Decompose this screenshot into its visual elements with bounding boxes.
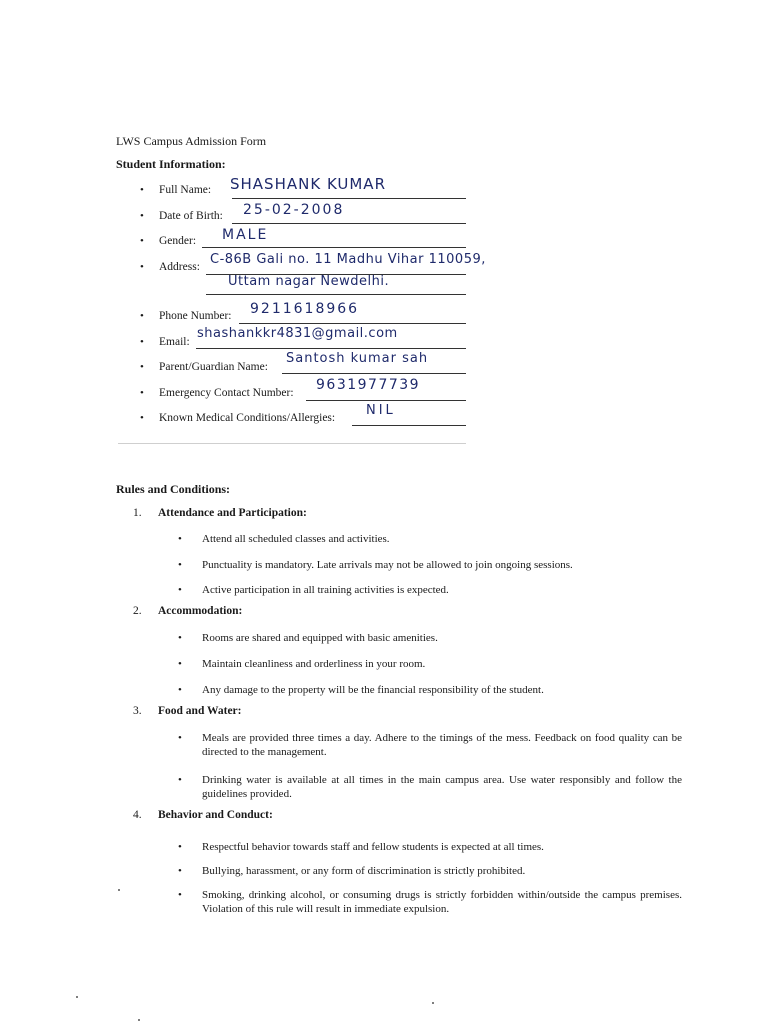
- bullet: •: [140, 184, 144, 196]
- bullet: •: [140, 361, 144, 373]
- rule-section-number: 4.: [133, 809, 142, 821]
- field-label: Address:: [159, 261, 200, 273]
- field-label: Gender:: [159, 235, 197, 247]
- field-underline: [206, 294, 466, 295]
- field-medical-conditions: [140, 403, 480, 430]
- rule-text: Drinking water is available at all times in the main campus area. Use water responsibly and follow the guidelines provided.: [202, 774, 682, 800]
- scan-speck: [138, 1019, 140, 1021]
- bullet: •: [178, 684, 182, 696]
- rule-section-number: 2.: [133, 605, 142, 617]
- field-underline: [202, 247, 466, 248]
- handwritten-value: C-86B Gali no. 11 Madhu Vihar 110059,: [210, 252, 486, 267]
- field-label: Full Name:: [159, 184, 212, 196]
- bullet: •: [140, 387, 144, 399]
- scan-speck: [76, 996, 78, 998]
- rules-heading: Rules and Conditions:: [116, 482, 231, 496]
- handwritten-value: 25-02-2008: [243, 202, 345, 218]
- bullet: •: [178, 732, 182, 744]
- handwritten-value: 9631977739: [316, 377, 421, 393]
- bullet: •: [178, 533, 182, 545]
- field-underline: [239, 323, 466, 324]
- rule-text: Maintain cleanliness and orderliness in your room.: [202, 658, 426, 670]
- scan-speck: [432, 1002, 434, 1004]
- field-gender: [140, 227, 480, 253]
- rule-section-title: Accommodation:: [158, 605, 243, 617]
- bullet: •: [140, 210, 144, 222]
- field-full-name: [140, 175, 480, 202]
- rule-text: Any damage to the property will be the financial responsibility of the student.: [202, 684, 544, 696]
- field-label: Known Medical Conditions/Allergies:: [159, 412, 336, 424]
- rule-section-number: 1.: [133, 507, 142, 519]
- handwritten-value-line2: Uttam nagar Newdelhi.: [228, 274, 390, 289]
- handwritten-value: 9211618966: [250, 301, 360, 317]
- rule-text: Active participation in all training activities is expected.: [202, 584, 449, 596]
- field-label: Date of Birth:: [159, 210, 223, 222]
- field-underline: [282, 373, 466, 374]
- bullet: •: [178, 559, 182, 571]
- field-label: Emergency Contact Number:: [159, 387, 294, 399]
- rule-text: Bullying, harassment, or any form of discrimination is strictly prohibited.: [202, 865, 526, 877]
- field-underline: [352, 425, 466, 426]
- field-underline: [232, 223, 466, 224]
- field-phone-number: [140, 301, 480, 328]
- field-label: Parent/Guardian Name:: [159, 361, 268, 373]
- bullet: •: [178, 865, 182, 877]
- bullet: •: [178, 841, 182, 853]
- handwritten-value: Santosh kumar sah: [286, 351, 429, 366]
- scan-speck: [118, 889, 120, 891]
- handwritten-value: SHASHANK KUMAR: [230, 175, 386, 193]
- section-divider: [118, 443, 466, 444]
- bullet: •: [178, 774, 182, 786]
- rule-text: Attend all scheduled classes and activities.: [202, 533, 390, 545]
- field-parent-guardian-name: [140, 351, 480, 379]
- field-emergency-contact-number: [140, 377, 480, 405]
- rule-text: Smoking, drinking alcohol, or consuming drugs is strictly forbidden within/outside the campus premises. Violation of this rule will result in immediate expulsion.: [202, 889, 682, 915]
- student-information-heading: Student Information:: [116, 157, 226, 171]
- rule-section-title: Behavior and Conduct:: [158, 809, 273, 821]
- rule-text: Rooms are shared and equipped with basic amenities.: [202, 632, 438, 644]
- bullet: •: [140, 310, 144, 322]
- bullet: •: [140, 412, 144, 424]
- rule-section-title: Food and Water:: [158, 705, 242, 717]
- handwritten-value: shashankkr4831@gmail.com: [197, 326, 398, 341]
- field-address: [140, 252, 486, 297]
- rule-text: Meals are provided three times a day. Adhere to the timings of the mess. Feedback on food quality can be directed to the management.: [202, 732, 682, 758]
- field-date-of-birth: [140, 202, 480, 228]
- field-underline: [306, 400, 466, 401]
- bullet: •: [178, 658, 182, 670]
- bullet: •: [140, 261, 144, 273]
- field-label: Phone Number:: [159, 310, 232, 322]
- rule-text: Respectful behavior towards staff and fellow students is expected at all times.: [202, 841, 544, 853]
- bullet: •: [178, 584, 182, 596]
- rule-text: Punctuality is mandatory. Late arrivals may not be allowed to join ongoing sessions.: [202, 559, 573, 571]
- field-label: Email:: [159, 336, 190, 348]
- bullet: •: [140, 235, 144, 247]
- field-underline: [196, 348, 466, 349]
- rule-section-number: 3.: [133, 705, 142, 717]
- bullet: •: [178, 632, 182, 644]
- form-title: LWS Campus Admission Form: [116, 134, 267, 148]
- handwritten-value: MALE: [222, 227, 269, 243]
- field-underline: [232, 198, 466, 199]
- rule-section-title: Attendance and Participation:: [158, 507, 307, 519]
- handwritten-value: NIL: [366, 403, 396, 418]
- bullet: •: [178, 889, 182, 901]
- bullet: •: [140, 336, 144, 348]
